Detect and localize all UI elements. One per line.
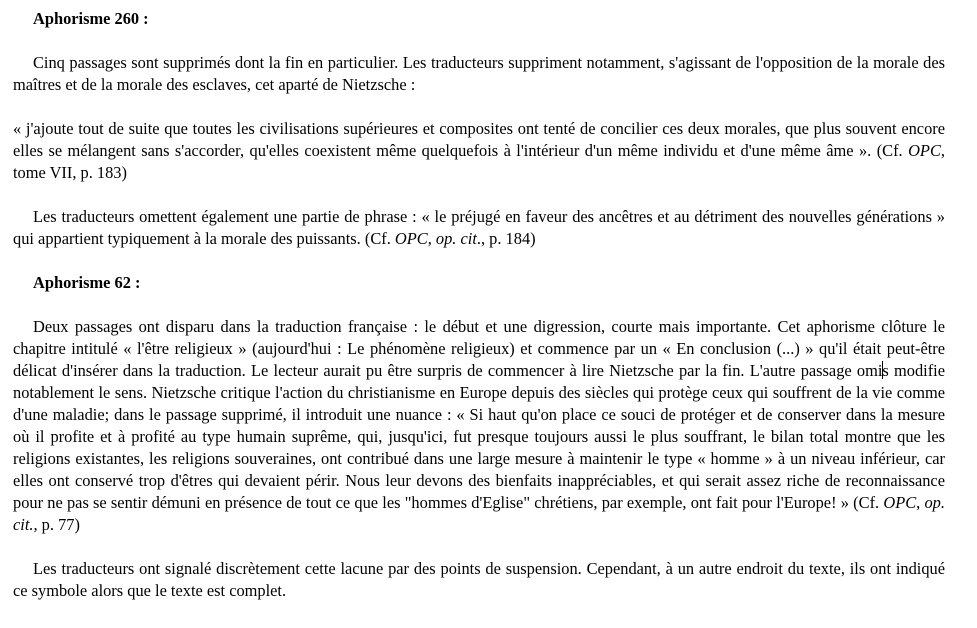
separator: , [916, 493, 925, 512]
paragraph-reference: p. 77) [37, 515, 80, 534]
paragraph-reference: ., p. 184) [476, 229, 536, 248]
aphorism-260-quote [13, 118, 945, 184]
aphorism-62-paragraph-1[interactable] [13, 316, 945, 536]
aphorism-62-heading: Aphorisme 62 : [33, 273, 141, 292]
paragraph-text: Les traducteurs omettent également une partie de phrase : « le préjugé en faveur des ancêtres et au détriment des nouvelles générations » qui appartient typiquement à la morale des puissants. (Cf. [13, 207, 945, 248]
aphorism-260-paragraph-3 [13, 206, 945, 250]
spacer [13, 536, 945, 558]
opc-abbrev: OPC [908, 141, 941, 160]
spacer [13, 184, 945, 206]
spacer [13, 30, 945, 52]
paragraph-text: Cinq passages sont supprimés dont la fin en particulier. Les traducteurs suppriment notamment, s'agissant de l'opposition de la morale des maîtres et de la morale des esclaves, cet aparté de Nietzsche : [13, 53, 945, 94]
paragraph-text-continued: s modifie notablement le sens. Nietzsche critique l'action du christianisme en Europe depuis des siècles qui protège ceux qui souffrent de la vie comme d'une maladie; dans le passage supprimé, il introduit une nuance : « Si haut qu'on place ce souci de protéger et de conserver dans la mesure où il profite et à profité au type humain suprême, qui, jusqu'ici, fut presque toujours aussi le plus souffrant, le bilan total montre que les religions existantes, les religions souveraines, ont contribué dans une large mesure à maintenir le type « homme » à un niveau inférieur, car elles ont conservé trop d'êtres qui devaient périr. Nous leur devons des bienfaits inappréciables, et qui serait assez riche de reconnaissance pour ne pas se sentir démuni en présence de tout ce que les "hommes d'Eglise" chrétiens, par exemple, ont fait pour l'Europe! » (Cf. [13, 361, 945, 512]
aphorism-260-paragraph-1 [13, 52, 945, 96]
paragraph-text: Les traducteurs ont signalé discrètement cette lacune par des points de suspension. Cependant, à un autre endroit du texte, ils ont indiqué ce symbole alors que le texte est complet. [13, 559, 945, 600]
opc-abbrev: OPC [394, 229, 428, 248]
quote-reference: , tome VII, p. 183) [13, 141, 945, 182]
spacer [13, 96, 945, 118]
paragraph-text: Deux passages ont disparu dans la traduction française : le début et une digression, courte mais importante. Cet aphorisme clôture le chapitre intitulé « l'être religieux » (aujourd'hui : Le phénomène religieux) et commence par un « En conclusion (...) » qu'il était peut-être délicat d'insérer dans la traduction. Le lecteur aurait pu être surpris de commencer à lire Nietzsche par la fin. L'autre passage omi [13, 317, 945, 380]
aphorism-260-heading: Aphorisme 260 : [33, 9, 149, 28]
aphorism-62-paragraph-2 [13, 558, 945, 602]
quote-text: « j'ajoute tout de suite que toutes les civilisations supérieures et composites ont tenté de concilier ces deux morales, que plus souvent encore elles se mélangent sans s'accorder, qu'elles coexistent même quelquefois à l'intérieur d'un même individu et d'une même âme ». (Cf. [13, 119, 945, 160]
spacer [13, 294, 945, 316]
document-page [13, 8, 945, 602]
op-cit-abbrev: op. cit., [13, 493, 945, 534]
spacer [13, 250, 945, 272]
separator: , [427, 229, 436, 248]
op-cit-abbrev: op. cit [435, 229, 477, 248]
opc-abbrev: OPC [883, 493, 917, 512]
